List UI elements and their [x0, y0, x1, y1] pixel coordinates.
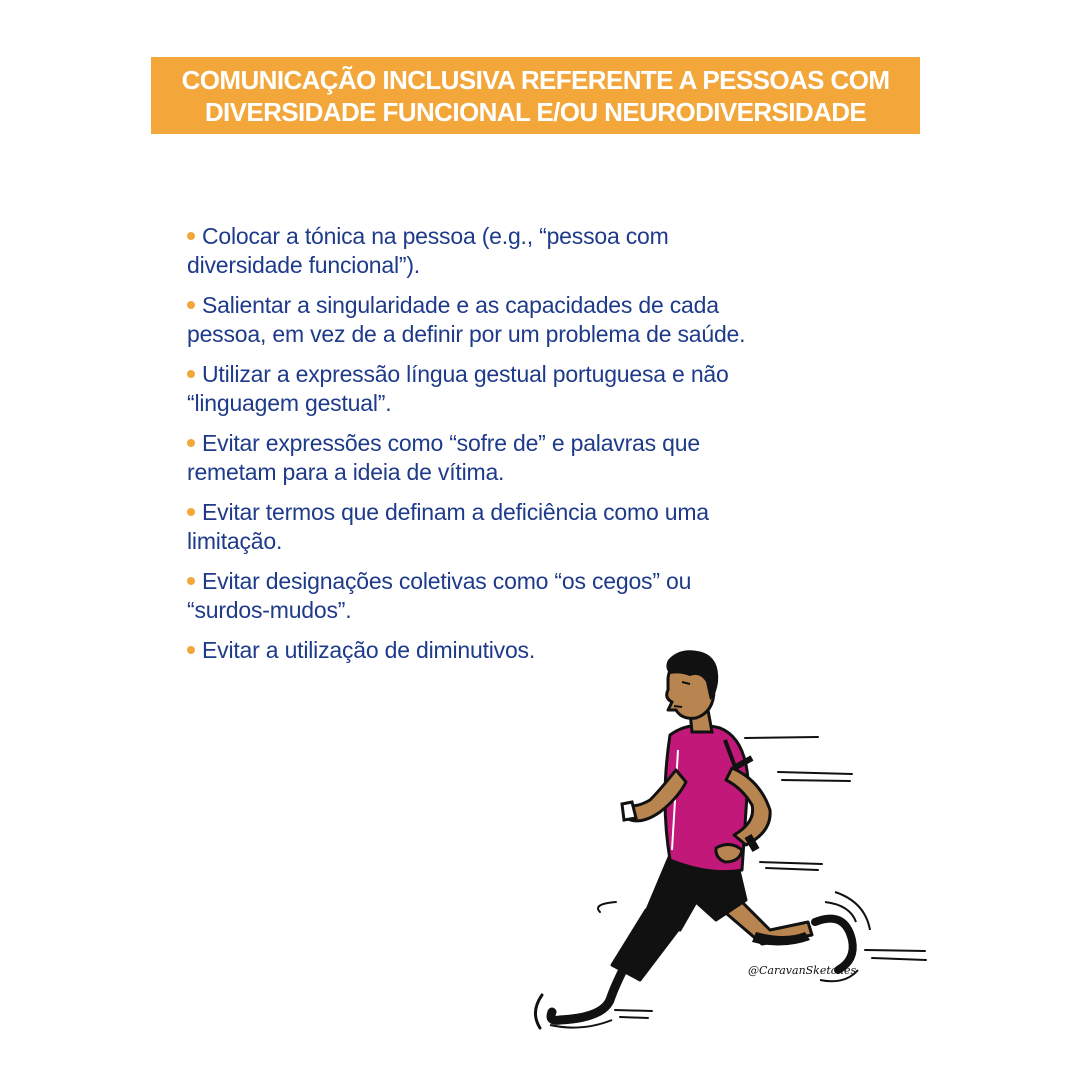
front-leg: [535, 910, 678, 1028]
bullet-icon: [187, 508, 195, 516]
list-item: [187, 498, 807, 556]
bullet-icon: [187, 370, 195, 378]
list-item: [187, 567, 807, 625]
bullet-icon: [187, 646, 195, 654]
runner-illustration: [520, 640, 940, 1040]
list-item: [187, 291, 807, 349]
item-text-1a: Colocar a tónica na pessoa (e.g., “pessoa com: [202, 223, 669, 249]
artist-signature: @CaravanSketches: [748, 964, 857, 977]
list-item: [187, 429, 807, 487]
item-text-7a: Evitar a utilização de diminutivos.: [202, 637, 536, 663]
item-text-4a: Evitar expressões como “sofre de” e palavras que: [202, 430, 700, 456]
item-text-2b: pessoa, em vez de a definir por um problema de saúde.: [187, 321, 746, 347]
bullet-icon: [187, 439, 195, 447]
title-banner: [151, 57, 920, 134]
bullet-icon: [187, 232, 195, 240]
list-item: [187, 222, 807, 280]
list-item: [187, 360, 807, 418]
title-line-2: DIVERSIDADE FUNCIONAL E/OU NEURODIVERSIDADE: [204, 96, 867, 127]
item-text-3a: Utilizar a expressão língua gestual portuguesa e não: [202, 361, 729, 387]
item-text-3b: “linguagem gestual”.: [187, 390, 392, 416]
item-text-4b: remetam para a ideia de vítima.: [187, 459, 505, 485]
guidelines-list: [187, 222, 807, 676]
item-text-2a: Salientar a singularidade e as capacidades de cada: [202, 292, 719, 318]
item-text-6b: “surdos-mudos”.: [187, 597, 352, 623]
item-text-1b: diversidade funcional”).: [187, 252, 420, 278]
bullet-icon: [187, 577, 195, 585]
item-text-6a: Evitar designações coletivas como “os cegos” ou: [202, 568, 692, 594]
title-line-1: COMUNICAÇÃO INCLUSIVA REFERENTE A PESSOAS COM: [181, 64, 890, 95]
item-text-5b: limitação.: [187, 528, 283, 554]
head: [666, 650, 718, 718]
bullet-icon: [187, 301, 195, 309]
item-text-5a: Evitar termos que definam a deficiência como uma: [202, 499, 709, 525]
